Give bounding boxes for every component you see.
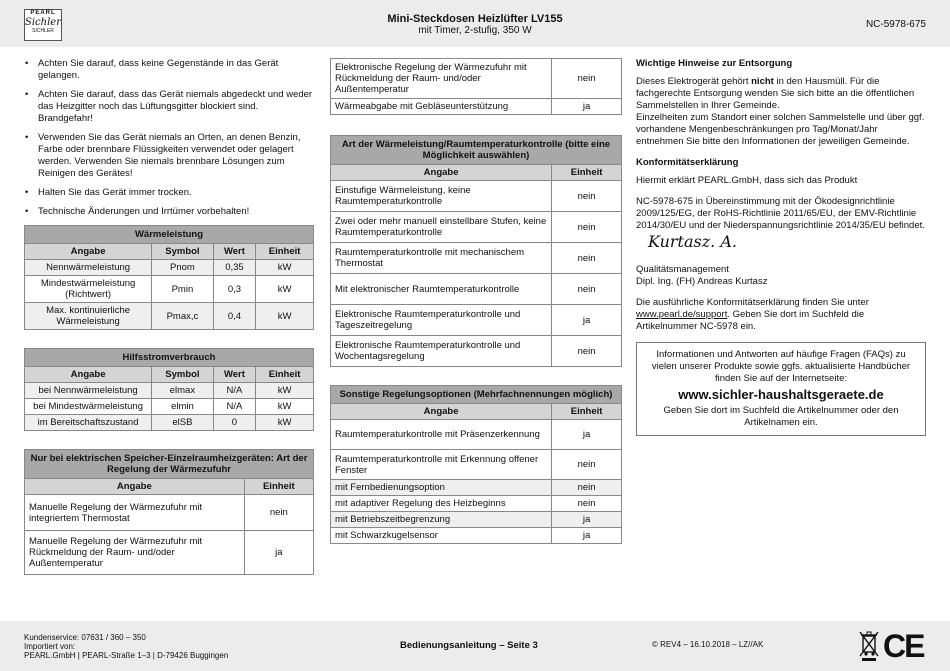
faq-hint: Geben Sie dort im Suchfeld die Artikelnummer oder den Artikelnamen ein. — [663, 405, 899, 428]
signatory-name: Dipl. Ing. (FH) Andreas Kurtasz — [636, 276, 768, 287]
table-row: Raumtemperaturkontrolle mit Erkennung offener Fenster nein — [331, 450, 622, 480]
footer-contact: Kundenservice: 07631 / 360 – 350 Importiert von: PEARL.GmbH | PEARL-Straße 1–3 | D-79426 Buggingen — [24, 633, 229, 660]
product-title: Mini-Steckdosen Heizlüfter LV155 — [387, 13, 563, 25]
ce-mark: CE — [883, 628, 924, 664]
column-header: Einheit — [244, 479, 313, 495]
column-left — [24, 58, 314, 575]
column-header: Angabe — [331, 165, 552, 181]
column-header: Angabe — [331, 404, 552, 420]
table-row: im Bereitschaftszustand elSB 0 kW — [25, 415, 314, 431]
safety-notes-list — [24, 58, 314, 218]
column-header: Einheit — [256, 244, 314, 260]
table-row: bei Mindestwärmeleistung elmin N/A kW — [25, 399, 314, 415]
room-temperature-control-table — [330, 135, 622, 367]
conformity-details: Die ausführliche Konformitätserklärung finden Sie unter www.pearl.de/support. Geben Sie dort im Suchfeld die Artikelnummer NC-5978 ein. — [636, 297, 869, 332]
signatory-role: Qualitätsmanagement — [636, 264, 729, 275]
heat-output-table — [24, 225, 314, 330]
conformity-heading: Konformitätserklärung — [636, 157, 739, 168]
table-row: Wärmeabgabe mit Gebläseunterstützung ja — [331, 99, 622, 115]
table-row: Zwei oder mehr manuell einstellbare Stufen, keine Raumtemperaturkontrolle nein — [331, 212, 622, 243]
table-caption: Nur bei elektrischen Speicher-Einzelraumheizgeräten: Art der Regelung der Wärmezufuhr — [25, 450, 314, 479]
column-header: Symbol — [152, 244, 214, 260]
table-row: Max. kontinuierliche Wärmeleistung Pmax,c 0,4 kW — [25, 303, 314, 330]
column-header: Angabe — [25, 479, 245, 495]
table-row: Manuelle Regelung der Wärmezufuhr mit Rückmeldung der Raum- und/oder Außentemperatur ja — [25, 531, 314, 575]
table-row: Elektronische Raumtemperaturkontrolle und Tageszeitregelung ja — [331, 305, 622, 336]
disposal-text: Dieses Elektrogerät gehört nicht in den Hausmüll. Für die fachgerechte Entsorgung wenden Sie sich bitte an die öffentlichen Sammelstellen in Ihrer Gemeinde. Einzelheiten zum Standort einer solchen Sammelstelle und über ggf. vorhandene Mengenbeschränkungen pro Tag/Monat/Jahr entnehmen Sie bitte den Informationen der jeweiligen Gemeinde. — [636, 76, 925, 147]
signature: Kurtasz. A. — [648, 232, 737, 251]
column-header: Wert — [213, 367, 256, 383]
table-row: mit Fernbedienungsoption nein — [331, 480, 622, 496]
storage-heater-regulation-table — [24, 449, 314, 575]
column-header: Einheit — [256, 367, 314, 383]
product-subtitle: mit Timer, 2-stufig, 350 W — [418, 25, 532, 36]
table-caption: Wärmeleistung — [25, 226, 314, 244]
column-header: Einheit — [552, 404, 622, 420]
column-header: Wert — [213, 244, 256, 260]
table-row: Raumtemperaturkontrolle mit mechanischem Thermostat nein — [331, 243, 622, 274]
safety-note: • Achten Sie darauf, dass keine Gegenstände in das Gerät gelangen. — [38, 58, 314, 82]
table-row: Raumtemperaturkontrolle mit Präsenzerkennung ja — [331, 420, 622, 450]
support-link[interactable]: www.pearl.de/support — [636, 309, 728, 320]
table-row: Einstufige Wärmeleistung, keine Raumtemperaturkontrolle nein — [331, 181, 622, 212]
column-header: Symbol — [152, 367, 214, 383]
safety-note: • Achten Sie darauf, dass das Gerät niemals abgedeckt und weder das Heizgitter noch das Lüftungsgitter blockiert sind. Brandgefahr! — [38, 89, 314, 125]
table-row: mit adaptiver Regelung des Heizbeginns nein — [331, 496, 622, 512]
table-row: Mindestwärmeleistung (Richtwert) Pmin 0,3 kW — [25, 276, 314, 303]
table-caption: Hilfsstromverbrauch — [25, 349, 314, 367]
document-title — [300, 13, 650, 36]
table-row: bei Nennwärmeleistung elmax N/A kW — [25, 383, 314, 399]
table-row: Mit elektronischer Raumtemperaturkontrolle nein — [331, 274, 622, 305]
conformity-text: NC-5978-675 in Übereinstimmung mit der Ökodesignrichtlinie 2009/125/EG, der RoHS-Richtlinie 2011/65/EU, der EMV-Richtlinie 2014/30/EU und der Niederspannungsrichtlinie 2014/35/EU befindet. — [636, 196, 925, 231]
product-code: NC-5978-675 — [865, 19, 926, 30]
page-footer — [0, 621, 950, 671]
column-right — [636, 58, 926, 436]
footer-revision: © REV4 – 16.10.2018 – LZ//AK — [652, 640, 764, 649]
weee-crossed-bin-icon — [858, 628, 880, 662]
auxiliary-power-table — [24, 348, 314, 431]
column-header: Angabe — [25, 367, 152, 383]
safety-note: • Halten Sie das Gerät immer trocken. — [38, 187, 314, 199]
table-caption: Sonstige Regelungsoptionen (Mehrfachnennungen möglich) — [331, 386, 622, 404]
disposal-heading: Wichtige Hinweise zur Entsorgung — [636, 58, 793, 69]
column-middle — [330, 58, 622, 544]
table-row: Elektronische Regelung der Wärmezufuhr mit Rückmeldung der Raum- und/oder Außentemperatur nein — [331, 59, 622, 99]
column-header: Angabe — [25, 244, 152, 260]
table-row: Elektronische Raumtemperaturkontrolle und Wochentagsregelung nein — [331, 336, 622, 367]
column-header: Einheit — [552, 165, 622, 181]
faq-text: Informationen und Antworten auf häufige Fragen (FAQs) zu vielen unserer Produkte sowie ggfs. aktualisierte Handbücher finden Sie auf der Internetseite: — [651, 349, 911, 384]
faq-url[interactable]: www.sichler-haushaltsgeraete.de — [678, 387, 884, 402]
electronic-regulation-table — [330, 58, 622, 115]
table-row: mit Schwarzkugelsensor ja — [331, 528, 622, 544]
safety-note: • Technische Änderungen und Irrtümer vorbehalten! — [38, 206, 314, 218]
page-header — [0, 0, 950, 47]
table-row: mit Betriebszeitbegrenzung ja — [331, 512, 622, 528]
faq-box — [636, 342, 926, 436]
other-regulation-options-table — [330, 385, 622, 544]
conformity-intro: Hiermit erklärt PEARL.GmbH, dass sich das Produkt — [636, 175, 858, 186]
safety-note: • Verwenden Sie das Gerät niemals an Orten, an denen Benzin, Farbe oder brennbare Flüssigkeiten verwendet oder gelagert werden. Verwenden Sie niemals brennbare Lösungen zum Reinigen des Gerätes! — [38, 132, 314, 180]
table-row: Nennwärmeleistung Pnom 0,35 kW — [25, 260, 314, 276]
footer-page-label: Bedienungsanleitung – Seite 3 — [400, 640, 538, 651]
table-row: Manuelle Regelung der Wärmezufuhr mit integriertem Thermostat nein — [25, 495, 314, 531]
sichler-logo: PEARL Sichler SICHLER — [24, 9, 62, 41]
table-caption: Art der Wärmeleistung/Raumtemperaturkontrolle (bitte eine Möglichkeit auswählen) — [331, 136, 622, 165]
